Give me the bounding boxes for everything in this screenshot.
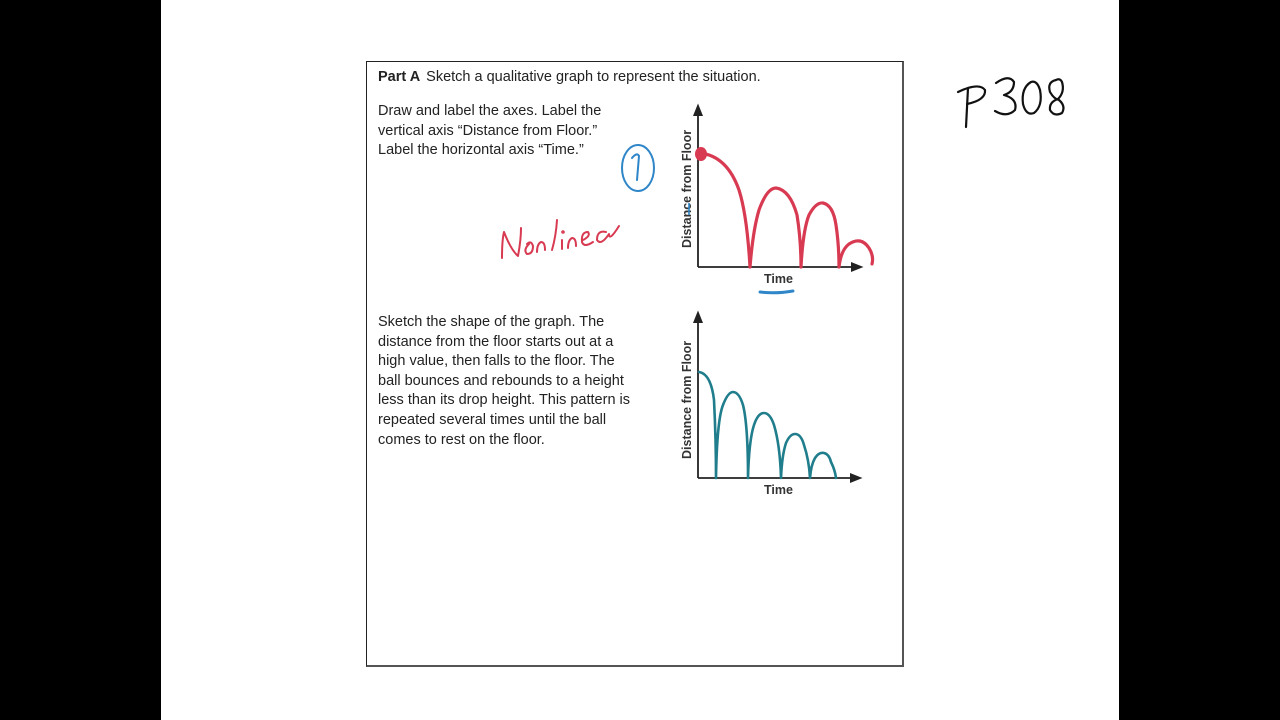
whiteboard-page [161,0,1119,720]
student-graph [680,106,873,293]
instruction-line: Label the horizontal axis “Time.” [378,142,584,159]
part-label: Part A [378,69,421,85]
instruction-line: Draw and label the axes. Label the [378,103,602,119]
answer-graph [680,313,860,497]
handwritten-nonlinear [502,220,619,258]
description-line: distance from the floor starts out at a [378,333,614,350]
description-line: Sketch the shape of the graph. The [378,314,605,330]
start-point [695,147,707,161]
bounce-curve [700,153,873,267]
x-axis-label: Time [764,483,793,497]
bounce-curve [699,372,836,478]
y-axis-label: Distance from Floor [680,129,694,248]
y-axis-label: Distance from Floor [680,340,694,459]
description-line: high value, then falls to the floor. The [378,353,615,370]
instruction-line: vertical axis “Distance from Floor.” [378,122,598,139]
description-line: repeated several times until the ball [378,411,607,428]
description-line: comes to rest on the floor. [378,431,545,448]
circled-number-annotation [622,145,654,191]
description-line: ball bounces and rebounds to a height [378,372,624,389]
x-axis-label: Time [764,272,793,286]
description-line: less than its drop height. This pattern is [378,392,631,409]
underline-time [760,291,793,293]
part-prompt: Sketch a qualitative graph to represent the situation. [426,69,761,85]
graphs-layer [161,0,1119,720]
